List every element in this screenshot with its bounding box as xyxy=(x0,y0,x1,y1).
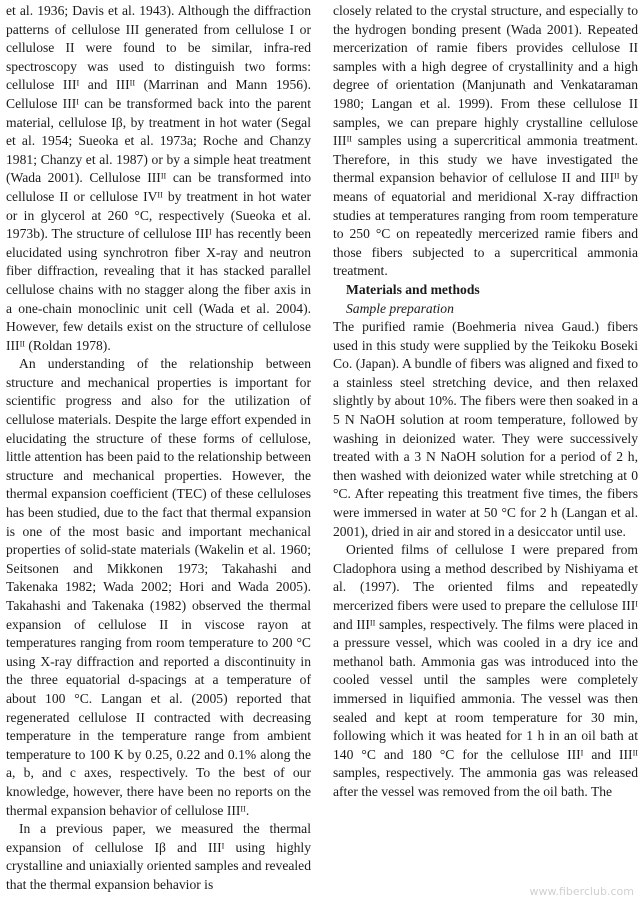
section-heading: Materials and methods xyxy=(346,281,480,297)
body-paragraph: Oriented films of cellulose I were prepared from Cladophora using a method described by Nishiyama et al. (1997). The oriented films and repeatedly mercerized fibers were used to prepare the cellulose IIIᴵ and IIIᴵᴵ samples, respectively. The films were placed in a pressure vessel, which was cooled in a dry ice and methanol bath. Ammonia gas was introduced into the cooled vessel until the samples were completely immersed in liquified ammonia. The vessel was then sealed and kept at room temperature for 30 min, following which it was heated for 1 h in an oil bath at 140 °C and 180 °C for the cellulose IIIᴵ and IIIᴵᴵ samples, respectively. The ammonia gas was released after the vessel was removed from the oil bath. The xyxy=(333,542,638,799)
body-paragraph: et al. 1936; Davis et al. 1943). Although the diffraction patterns of cellulose III generated from cellulose I or cellulose II were found to be similar, infra-red spectroscopy was used to distinguish two forms: cellulose IIIᴵ and IIIᴵᴵ (Marrinan and Mann 1956). Cellulose IIIᴵ can be transformed back into the parent material, cellulose Iβ, by treatment in hot water (Segal et al. 1954; Sueoka et al. 1973a; Roche and Chanzy 1981; Chanzy et al. 1987) or by a simple heat treatment (Wada 2001). Cellulose IIIᴵᴵ can be transformed into cellulose II or cellulose IVᴵᴵ by treatment in hot water or in glycerol at 260 °C, respectively (Sueoka et al. 1973b). The structure of cellulose IIIᴵ has recently been elucidated using synchrotron fiber X-ray and neutron fiber diffraction, revealing that it has stacked parallel cellulose chains with no stagger along the fiber axis in a one-chain monoclinic unit cell (Wada et al. 2004). However, few details exist on the structure of cellulose IIIᴵᴵ (Roldan 1978). xyxy=(6,3,311,353)
body-paragraph: closely related to the crystal structure, and especially to the hydrogen bonding present (Wada 2001). Repeated mercerization of ramie fibers provides cellulose II samples with a high degree of crystallinity and a high degree of orientation (Manjunath and Venkataraman 1980; Langan et al. 1999). From these cellulose II samples, we can prepare highly crystalline cellulose IIIᴵᴵ samples using a supercritical ammonia treatment. Therefore, in this study we have investigated the thermal expansion behavior of cellulose II and IIIᴵᴵ by means of equatorial and meridional X-ray diffraction studies at temperatures ranging from room temperature to 250 °C on repeatedly mercerized ramie fibers and those fibers subjected to a supercritical ammonia treatment. xyxy=(333,3,638,279)
watermark-text: www.fiberclub.com xyxy=(529,885,634,898)
subsection-heading: Sample preparation xyxy=(346,300,454,316)
body-paragraph: In a previous paper, we measured the thermal expansion of cellulose Iβ and IIIᴵ using highly crystalline and uniaxially oriented samples and revealed that the thermal expansion behavior is xyxy=(6,821,311,892)
body-paragraph: The purified ramie (Boehmeria nivea Gaud.) fibers used in this study were supplied by the Teikoku Boseki Co. (Japan). A bundle of fibers was aligned and fixed to a stainless steel stretching device, and then relaxed slightly by about 10%. The fibers were then soaked in a 5 N NaOH solution at room temperature, followed by washing in deionized water. They were successively treated with a 3 N NaOH solution for a period of 2 h, then washed with deionized water while stretching at 0 °C. After repeating this treatment five times, the fibers were immersed in water at 50 °C for 2 h (Langan et al. 2001), dried in air and stored in a desiccator until use. xyxy=(333,319,638,539)
right-column xyxy=(333,2,638,900)
body-paragraph: An understanding of the relationship between structure and mechanical properties is important for scientific progress and also for the utilization of cellulose materials. Despite the large effort expended in elucidating the structure of these forms of cellulose, little attention has been paid to the relationship between structure and mechanical properties. However, the thermal expansion coefficient (TEC) of these celluloses has been studied, due to the fact that thermal expansion is one of the most basic and important mechanical properties of solid-state materials (Wakelin et al. 1960; Seitsonen and Mikkonen 1973; Takahashi and Takenaka 1982; Wada 2002; Hori and Wada 2005). Takahashi and Takenaka (1982) observed the thermal expansion of cellulose II in viscose rayon at temperatures ranging from room temperature to 200 °C using X-ray diffraction and reported a discontinuity in the three equatorial d-spacings at a temperature of about 100 °C. Langan et al. (2005) reported that regenerated cellulose II contracted with decreasing temperature in the temperature range from ambient temperature to 100 K by 0.25, 0.22 and 0.1% along the a, b, and c axes, respectively. To the best of our knowledge, however, there have been no reports on the thermal expansion behavior of cellulose IIIᴵᴵ. xyxy=(6,356,311,818)
left-column xyxy=(6,2,311,900)
